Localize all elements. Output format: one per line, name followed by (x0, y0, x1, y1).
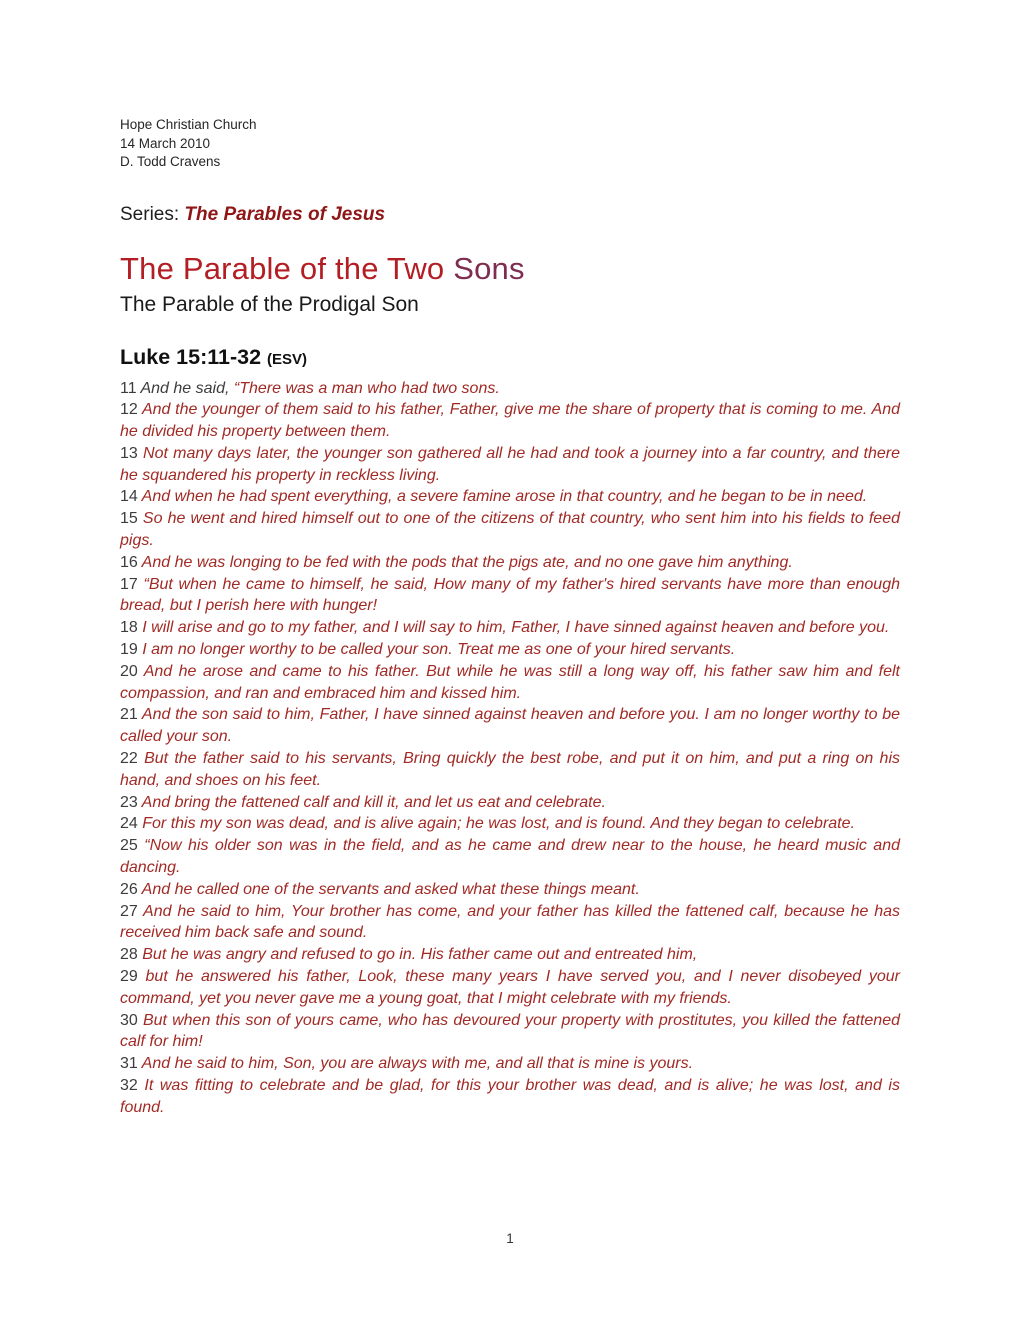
verse-number: 28 (120, 946, 138, 964)
verse-text: And he called one of the servants and asked what these things meant. (141, 880, 640, 898)
verse-text: But the father said to his servants, Bring quickly the best robe, and put it on him, and put a ring on his hand, and shoes on his feet. (120, 750, 900, 789)
passage-version: (ESV) (267, 350, 308, 368)
page-title (120, 250, 900, 288)
verse-text: And the son said to him, Father, I have sinned against heaven and before you. I am no longer worthy to be called your son. (120, 706, 900, 746)
verse-text: “There was a man who had two sons. (233, 379, 500, 397)
verse-text: “But when he came to himself, he said, How many of my father's hired servants have more than enough bread, but I perish here with hunger! (120, 575, 901, 615)
verse-paragraph (120, 443, 900, 487)
verse-number: 21 (120, 706, 138, 724)
verse-text: And he said to him, Your brother has come, and your father has killed the fattened calf, because he has received him back safe and sound. (120, 902, 900, 942)
page-number: 1 (506, 1231, 514, 1246)
verse-paragraph (120, 617, 900, 639)
verse-number: 11 (120, 379, 137, 397)
verse-number: 16 (120, 553, 138, 571)
verse-number: 13 (120, 444, 138, 462)
verse-paragraph (120, 486, 900, 508)
verse-number: 19 (120, 641, 138, 659)
verse-paragraph (120, 792, 900, 814)
verse-text: I will arise and go to my father, and I will say to him, Father, I have sinned against heaven and before you. (142, 619, 890, 637)
verse-number: 30 (120, 1011, 138, 1029)
scripture-text (120, 378, 900, 1119)
verse-number: 26 (120, 880, 138, 898)
verse-number: 31 (120, 1055, 138, 1073)
passage-reference: Luke 15:11-32 (120, 344, 268, 369)
subtitle: The Parable of the Prodigal Son (120, 292, 419, 316)
page-title-main: The Parable of the Two (120, 250, 454, 286)
verse-paragraph (120, 399, 900, 443)
verse-number: 17 (120, 575, 138, 593)
verse-paragraph (120, 661, 900, 705)
verse-text: I am no longer worthy to be called your son. Treat me as one of your hired servants. (142, 641, 736, 659)
verse-number: 22 (120, 750, 138, 768)
verse-number: 12 (120, 401, 138, 419)
verse-paragraph (120, 378, 900, 400)
verse-paragraph (120, 1075, 900, 1119)
passage-heading (120, 345, 900, 372)
verse-text: But when this son of yours came, who has devoured your property with prostitutes, you killed the fattened calf for him! (120, 1011, 900, 1051)
verse-paragraph (120, 1053, 900, 1075)
verse-paragraph (120, 552, 900, 574)
verse-text: And the younger of them said to his father, Father, give me the share of property that is coming to me. And he divided his property between them. (120, 401, 900, 441)
verse-text: So he went and hired himself out to one of the citizens of that country, who sent him into his fields to feed pigs. (120, 510, 900, 550)
verse-text: “Now his older son was in the field, and as he came and drew near to the house, he heard music and dancing. (120, 837, 900, 877)
series-title: The Parables of Jesus (184, 203, 386, 225)
verse-number: 24 (120, 815, 138, 833)
church-name: Hope Christian Church (120, 117, 257, 132)
verse-text: For this my son was dead, and is alive again; he was lost, and is found. And they began to celebrate. (142, 815, 855, 833)
series-line (120, 203, 900, 227)
document-date: 14 March 2010 (120, 135, 211, 151)
verse-paragraph (120, 835, 900, 879)
verse-paragraph (120, 748, 900, 792)
verse-number: 32 (120, 1077, 138, 1094)
verse-text: And he said to him, Son, you are always with me, and all that is mine is yours. (141, 1055, 694, 1073)
verse-text: And he arose and came to his father. But while he was still a long way off, his father saw him and felt compassion, and ran and embraced him and kissed him. (120, 662, 901, 702)
verse-text: But he was angry and refused to go in. His father came out and entreated him, (142, 946, 698, 964)
verse-number: 18 (120, 619, 138, 637)
verse-paragraph (120, 813, 900, 835)
verse-paragraph (120, 944, 900, 966)
verse-number: 20 (120, 662, 138, 680)
verse-number: 23 (120, 793, 138, 811)
page-footer (0, 1231, 1020, 1246)
verse-number: 15 (120, 510, 138, 528)
verse-paragraph (120, 1010, 900, 1054)
verse-paragraph (120, 508, 900, 552)
series-label: Series: (120, 203, 185, 225)
verse-paragraph (120, 574, 900, 618)
verse-lead-in: And he said, (140, 379, 234, 397)
verse-text: And bring the fattened calf and kill it, and let us eat and celebrate. (141, 793, 606, 811)
verse-number: 14 (120, 488, 138, 506)
verse-paragraph (120, 704, 900, 748)
verse-text: Not many days later, the younger son gathered all he had and took a journey into a far country, and there he squandered his property in reckless living. (120, 444, 900, 484)
verse-paragraph (120, 966, 900, 1010)
verse-number: 29 (120, 968, 138, 986)
verse-paragraph (120, 639, 900, 661)
verse-number: 25 (120, 837, 138, 855)
document-header (120, 116, 900, 172)
verse-text: And he was longing to be fed with the pods that the pigs ate, and no one gave him anything. (141, 553, 793, 571)
page-title-accent: Sons (453, 250, 525, 286)
verse-number: 27 (120, 902, 138, 920)
verse-text: but he answered his father, Look, these many years I have served you, and I never disobeyed your command, yet you never gave me a young goat, that I might celebrate with my friends. (120, 968, 900, 1007)
verse-text: It was fitting to celebrate and be glad, for this your brother was dead, and is alive; he was lost, and is found. (120, 1077, 900, 1116)
author-name: D. Todd Cravens (120, 154, 221, 169)
verse-paragraph (120, 879, 900, 901)
verse-text: And when he had spent everything, a severe famine arose in that country, and he began to be in need. (141, 488, 868, 506)
verse-paragraph (120, 901, 900, 945)
